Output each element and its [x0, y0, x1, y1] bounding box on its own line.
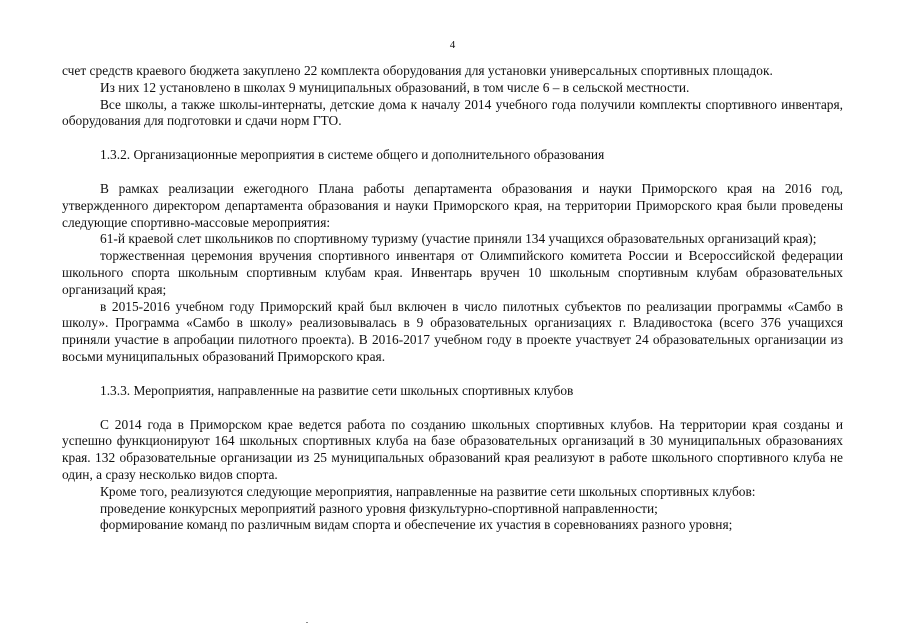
- section-heading-1-3-3: 1.3.3. Мероприятия, направленные на развитие сети школьных спортивных клубов: [100, 382, 574, 398]
- scan-speck: [306, 622, 308, 623]
- paragraph: В рамках реализации ежегодного Плана работы департамента образования и науки Приморского края на 2016 год, утвержденного директором департамента образования и науки Приморского края, на территории Приморского края были проведены следующие спортивно-массовые мероприятия:: [62, 180, 843, 230]
- list-item: 61-й краевой слет школьников по спортивному туризму (участие приняли 134 учащихся образовательных организаций края);: [100, 231, 817, 247]
- paragraph: Из них 12 установлено в школах 9 муниципальных образований, в том числе 6 – в сельской местности.: [100, 79, 690, 95]
- document-body: [62, 63, 843, 534]
- section-heading-1-3-2: 1.3.2. Организационные мероприятия в системе общего и дополнительного образования: [100, 147, 605, 163]
- paragraph-continuation: счет средств краевого бюджета закуплено 22 комплекта оборудования для установки универсальных спортивных площадок.: [62, 63, 773, 78]
- paragraph: Кроме того, реализуются следующие мероприятия, направленные на развитие сети школьных спортивных клубов:: [100, 483, 756, 499]
- paragraph: С 2014 года в Приморском крае ведется работа по созданию школьных спортивных клубов. На территории края созданы и успешно функционируют 164 школьных спортивных клуба на базе образовательных организаций в 30 муниципальных образованиях края. 132 образовательные организации из 25 муниципальных образований края реализуют в работе школьного спортивного клуба не один, а сразу несколько видов спорта.: [62, 416, 843, 482]
- list-item: проведение конкурсных мероприятий разного уровня физкультурно-спортивной направленности;: [100, 500, 658, 516]
- list-item: формирование команд по различным видам спорта и обеспечение их участия в соревнованиях разного уровня;: [100, 517, 733, 533]
- list-item: в 2015-2016 учебном году Приморский край был включен в число пилотных субъектов по реализации программы «Самбо в школу». Программа «Самбо в школу» реализовывалась в 9 образовательных организациях г. Владивостока (всего 376 учащихся приняли участие в апробации пилотного проекта). В 2016-2017 учебном году в проекте участвует 24 образовательных организации из восьми муниципальных образований Приморского края.: [62, 298, 843, 364]
- list-item: торжественная церемония вручения спортивного инвентаря от Олимпийского комитета России и Всероссийской федерации школьного спорта школьным спортивным клубам края. Инвентарь вручен 10 школьным спортивным клубам образовательных организаций края;: [62, 248, 843, 297]
- page-number: 4: [449, 39, 456, 51]
- paragraph: Все школы, а также школы-интернаты, детские дома к началу 2014 учебного года получили комплекты спортивного инвентаря, оборудования для подготовки и сдачи норм ГТО.: [62, 96, 843, 129]
